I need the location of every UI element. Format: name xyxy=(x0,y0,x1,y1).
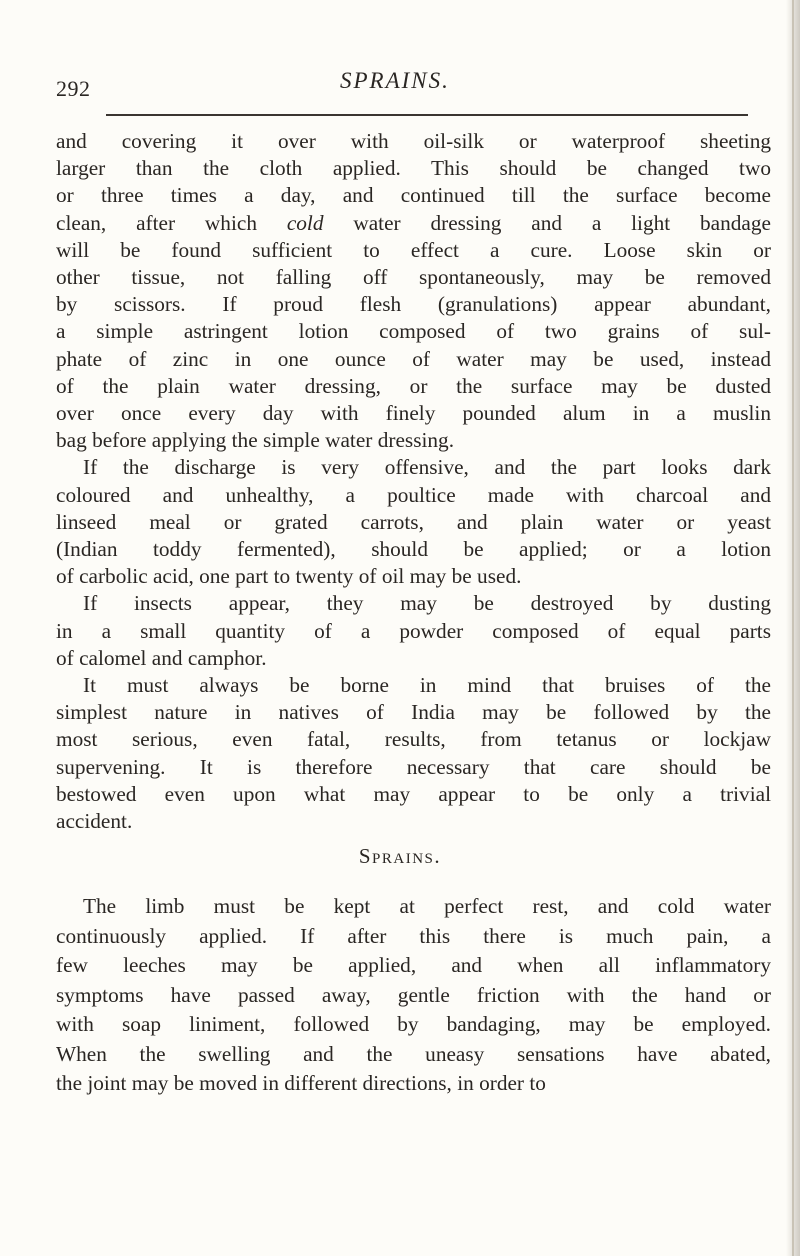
text-line: by scissors. If proud flesh (granulations) appear abundant, xyxy=(56,292,771,317)
text-line: bag before applying the simple water dressing. xyxy=(56,428,455,453)
text-line: symptoms have passed away, gentle friction with the hand or xyxy=(56,982,771,1007)
body-paragraph xyxy=(56,672,771,835)
text-line: in a small quantity of a powder composed of equal parts xyxy=(56,618,771,643)
section-paragraph xyxy=(56,892,771,1099)
running-head: SPRAINS. xyxy=(340,68,450,93)
text-line: linseed meal or grated carrots, and plain water or yeast xyxy=(56,509,771,534)
text-line: most serious, even fatal, results, from tetanus or lockjaw xyxy=(56,727,771,752)
text-line: of the plain water dressing, or the surface may be dusted xyxy=(56,373,771,398)
section-text xyxy=(56,892,771,1099)
page-number: 292 xyxy=(56,76,91,101)
text-line: a simple astringent lotion composed of two grains of sul- xyxy=(56,319,771,344)
text-line: supervening. It is therefore necessary that care should be xyxy=(56,754,771,779)
text-line: will be found sufficient to effect a cure. Loose skin or xyxy=(56,237,771,262)
italic-word: cold xyxy=(286,210,324,235)
text-line: If insects appear, they may be destroyed by dusting xyxy=(83,591,771,616)
text-line: or three times a day, and continued till the surface become xyxy=(56,183,771,208)
text-line: of carbolic acid, one part to twenty of oil may be used. xyxy=(56,564,522,589)
body-paragraph xyxy=(56,454,771,590)
text-line: It must always be borne in mind that bruises of the xyxy=(83,673,771,698)
body-paragraph xyxy=(56,590,771,672)
text-line: If the discharge is very offensive, and the part looks dark xyxy=(83,455,771,480)
text-line: the joint may be moved in different directions, in order to xyxy=(56,1071,546,1095)
text-line: over once every day with finely pounded alum in a muslin xyxy=(56,401,771,426)
text-line: continuously applied. If after this there is much pain, a xyxy=(56,923,771,948)
text-line: larger than the cloth applied. This should be changed two xyxy=(56,156,771,181)
text-line: The limb must be kept at perfect rest, and cold water xyxy=(83,894,771,918)
text-line: clean, after which cold water dressing and a light bandage xyxy=(56,210,771,235)
text-line: accident. xyxy=(56,809,133,834)
header-rule xyxy=(106,114,748,116)
text-line: other tissue, not falling off spontaneously, may be removed xyxy=(56,265,771,290)
body-paragraph xyxy=(56,128,771,454)
text-line: of calomel and camphor. xyxy=(56,645,267,670)
text-line: bestowed even upon what may appear to be only a trivial xyxy=(56,781,771,806)
text-line: and covering it over with oil-silk or waterproof sheeting xyxy=(56,129,771,153)
text-line: simplest nature in natives of India may be followed by the xyxy=(56,700,771,725)
text-line: few leeches may be applied, and when all inflammatory xyxy=(56,953,771,977)
body-text xyxy=(56,128,771,835)
text-line: (Indian toddy fermented), should be applied; or a lotion xyxy=(56,537,771,562)
text-line: When the swelling and the uneasy sensations have abated, xyxy=(56,1041,771,1066)
text-line: coloured and unhealthy, a poultice made with charcoal and xyxy=(56,482,771,507)
text-line: phate of zinc in one ounce of water may be used, instead xyxy=(56,346,771,371)
page-edge-line xyxy=(792,0,794,1256)
text-line: with soap liniment, followed by bandaging, may be employed. xyxy=(56,1012,771,1036)
section-title: Sprains. xyxy=(358,844,442,868)
